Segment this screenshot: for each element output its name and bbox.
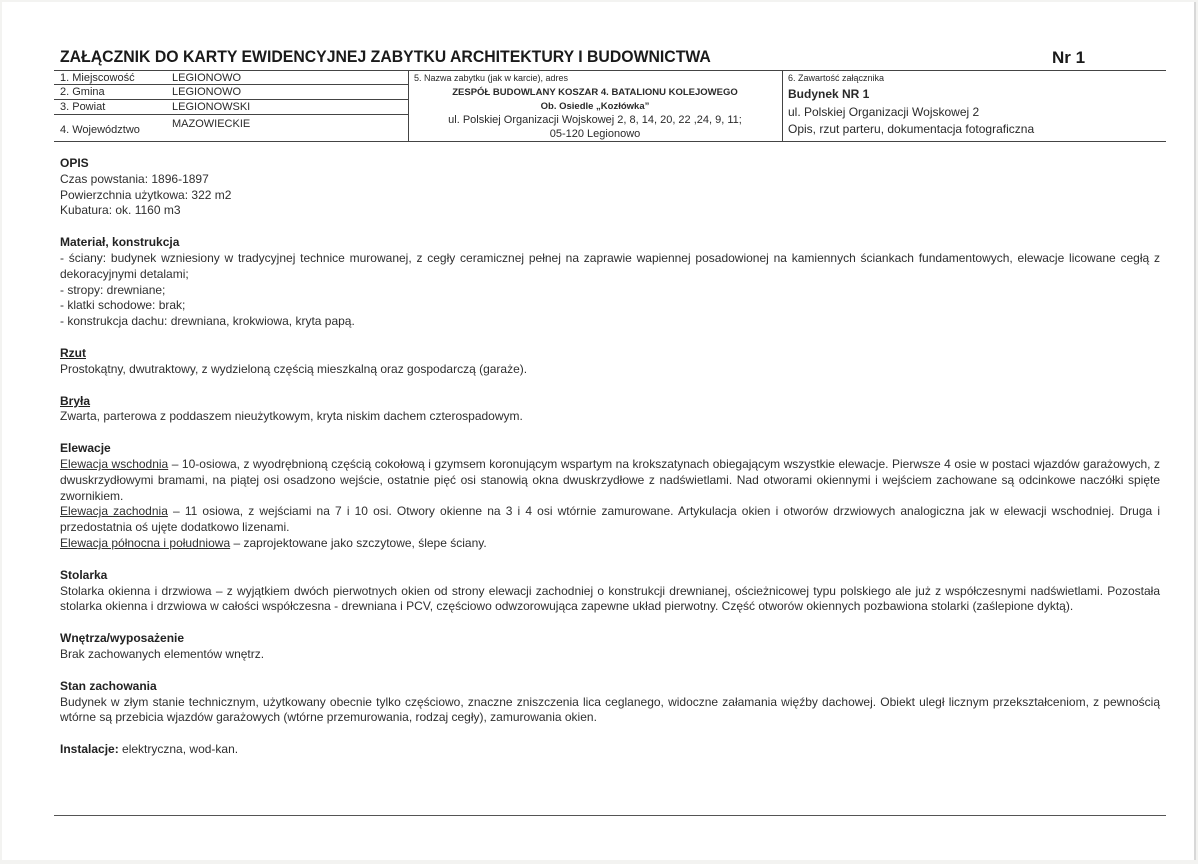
attachment-number: Nr 1 xyxy=(1052,48,1086,67)
section-stolarka xyxy=(60,568,1160,615)
row-label: 4. Województwo xyxy=(60,124,140,136)
description-body xyxy=(60,156,1160,774)
document-title: ZAŁĄCZNIK DO KARTY EWIDENCYJNEJ ZABYTKU ARCHITEKTURY I BUDOWNICTWA xyxy=(60,47,711,66)
opis-line: Powierzchnia użytkowa: 322 m2 xyxy=(60,187,232,202)
elevation-text: – 11 osiowa, z wejściami na 7 i 10 osi. Otwory okienne na 3 i 4 osi wtórnie zamurowane. Artykulacja okien i otworów drzwiowych analogiczna jak w elewacji wschodniej. Druga i przedostatnia oś ujęte dodatkowo lizenami. xyxy=(60,504,1160,535)
monument-name-label: 5. Nazwa zabytku (jak w karcie), adres xyxy=(414,73,569,83)
monument-subname: Ob. Osiedle „Kozłówka” xyxy=(540,101,650,112)
section-rzut xyxy=(60,346,1160,378)
contents-description: Opis, rzut parteru, dokumentacja fotograficzna xyxy=(788,122,1035,136)
elevation-item xyxy=(60,504,1160,536)
section-text: Budynek w złym stanie technicznym, użytkowany obecnie tylko częściowo, znaczne zniszczenia lica ceglanego, widoczne załamania więźby dachowej. Obiekt uległ licznym przekształceniom, z pewnością wtórne są przebicia wjazdów garażowych (wtórne przemurowania, rodzaj cegły), zamurowania okien. xyxy=(60,694,1160,725)
section-text: Brak zachowanych elementów wnętrz. xyxy=(60,646,265,661)
section-opis xyxy=(60,156,1160,219)
section-heading: Rzut xyxy=(60,345,86,360)
row-label: 2. Gmina xyxy=(60,86,105,98)
monument-name: ZESPÓŁ BUDOWLANY KOSZAR 4. BATALIONU KOLEJOWEGO xyxy=(452,87,738,98)
section-bryla xyxy=(60,394,1160,426)
monument-postal: 05-120 Legionowo xyxy=(549,128,641,140)
attachment-contents-column xyxy=(782,71,1166,141)
opis-line: Kubatura: ok. 1160 m3 xyxy=(60,203,181,218)
elevation-text: – zaprojektowane jako szczytowe, ślepe ściany. xyxy=(230,535,487,550)
row-label: 3. Powiat xyxy=(60,101,106,113)
building-number: Budynek NR 1 xyxy=(788,87,870,101)
location-column xyxy=(54,71,409,141)
row-value: LEGIONOWO xyxy=(172,72,242,84)
material-line: - klatki schodowe: brak; xyxy=(60,298,186,313)
elevation-label: Elewacja wschodnia xyxy=(60,456,169,471)
elevation-label: Elewacja zachodnia xyxy=(60,504,168,519)
elevation-text: – 10-osiowa, z wyodrębnioną częścią cokołową i gzymsem koronującym wspartym na krokszatynach obiegającym wszystkie elewacje. Pierwsze 4 osie w postaci wjazdów garażowych, z dwuskrzydłowymi bramami, na piątej osi osadzono wejście, ostatnie pięć osi stanowią okna dwuskrzydłowe z nadświetlami. Nad otworami okiennymi i wejściem zachowane są odcinkowe naczółki spięte zwornikiem. xyxy=(60,456,1160,503)
section-heading: Stolarka xyxy=(60,567,108,582)
material-line: - ściany: budynek wzniesiony w tradycyjnej technice murowanej, z cegły ceramicznej pełnej na zaprawie wapiennej posadowionej na kamiennych ściankach fundamentowych, elewacje licowane cegłą z dekoracyjnymi detalami; xyxy=(60,250,1160,281)
section-text: Zwarta, parterowa z poddaszem nieużytkowym, kryta niskim dachem czterospadowym. xyxy=(60,409,523,424)
location-row xyxy=(54,85,408,100)
section-text: Prostokątny, dwutraktowy, z wydzieloną częścią mieszkalną oraz gospodarczą (garaże). xyxy=(60,361,528,376)
section-heading: Instalacje: xyxy=(60,742,119,757)
opis-line: Czas powstania: 1896-1897 xyxy=(60,171,209,186)
section-heading: Wnętrza/wyposażenie xyxy=(60,631,185,646)
section-heading: Elewacje xyxy=(60,441,111,456)
building-address: ul. Polskiej Organizacji Wojskowej 2 xyxy=(788,105,980,119)
material-line: - stropy: drewniane; xyxy=(60,282,166,297)
section-stan xyxy=(60,679,1160,726)
section-heading: Stan zachowania xyxy=(60,678,157,693)
row-value: LEGIONOWO xyxy=(172,86,242,98)
section-instalacje xyxy=(60,742,1160,758)
info-table xyxy=(54,71,1166,142)
row-value: LEGIONOWSKI xyxy=(172,101,251,113)
section-text: Stolarka okienna i drzwiowa – z wyjątkiem dwóch pierwotnych okien od strony elewacji zachodniej o konstrukcji drewnianej, ościeżnicowej typu polskiego ale już z współczesnymi nadświetlami. Pozostała stolarka okienna i drzwiowa w całości współczesna - drewniana i PCV, częściowo odwzorowująca zapewne układ pierwotny. Część otworów okiennych pozbawiona stolarki (zaślepione dyktą). xyxy=(60,583,1160,614)
section-heading: OPIS xyxy=(60,156,89,170)
location-row xyxy=(54,115,408,141)
location-row xyxy=(54,100,408,115)
section-heading: Bryła xyxy=(60,393,91,408)
section-elewacje xyxy=(60,441,1160,552)
section-wnetrza xyxy=(60,631,1160,663)
section-material xyxy=(60,235,1160,330)
section-heading: Materiał, konstrukcja xyxy=(60,235,180,250)
elevation-label: Elewacja północna i południowa xyxy=(60,535,231,550)
elevation-item xyxy=(60,536,1160,552)
contents-label: 6. Zawartość załącznika xyxy=(788,73,885,83)
location-row xyxy=(54,71,408,85)
footer-divider xyxy=(54,815,1166,816)
material-line: - konstrukcja dachu: drewniana, krokwiowa, kryta papą. xyxy=(60,314,355,329)
elevation-item xyxy=(60,457,1160,504)
monument-name-column xyxy=(408,71,783,141)
monument-address: ul. Polskiej Organizacji Wojskowej 2, 8, 14, 20, 22 ,24, 9, 11; xyxy=(448,114,742,126)
row-label: 1. Miejscowość xyxy=(60,72,135,84)
section-text: elektryczna, wod-kan. xyxy=(118,742,239,757)
row-value: MAZOWIECKIE xyxy=(172,118,251,130)
